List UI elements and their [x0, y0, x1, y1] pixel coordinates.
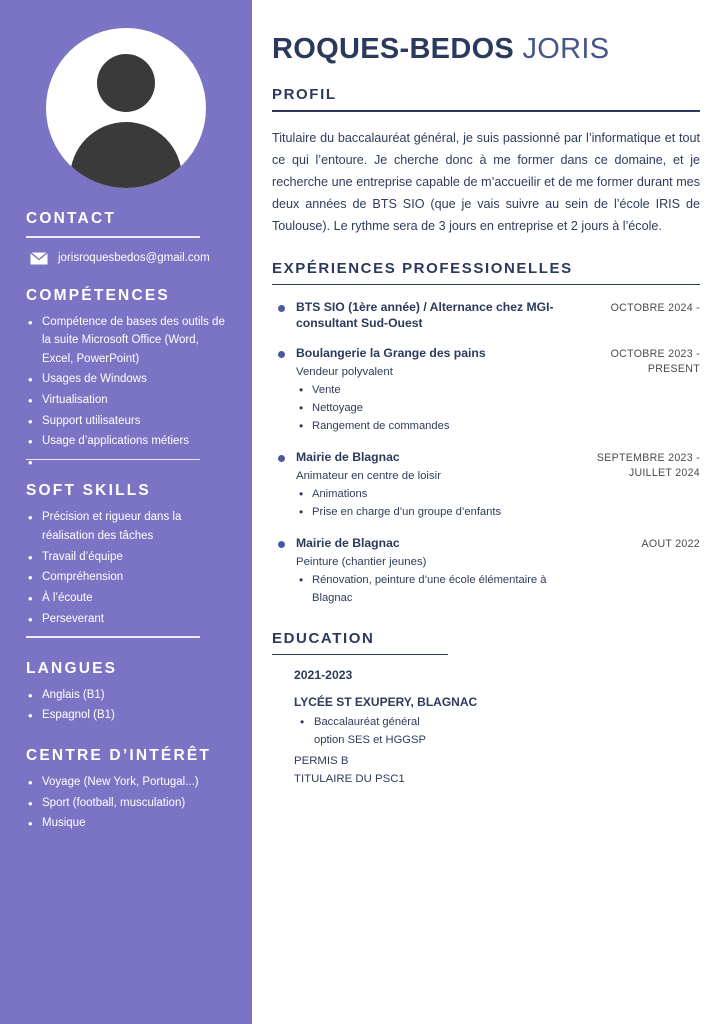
interests-heading: CENTRE D’INTÉRÊT	[26, 746, 212, 764]
page-title	[272, 34, 700, 64]
list-item: • Usage d’applications métiers	[26, 432, 226, 451]
list-item	[294, 714, 700, 749]
envelope-icon	[30, 252, 48, 265]
contact-heading: CONTACT	[26, 210, 117, 227]
experience-subtitle: Peinture (chantier jeunes)	[296, 555, 427, 568]
skills-rule	[26, 459, 200, 461]
list-item: • Support utilisateurs	[26, 412, 226, 431]
education-list	[294, 714, 700, 749]
experience-date: AOUT 2022	[641, 537, 700, 550]
experience-subtitle: Animateur en centre de loisir	[296, 469, 441, 482]
languages-list	[26, 686, 226, 725]
list-item: • Animations	[296, 486, 582, 504]
name-last: ROQUES-BEDOS	[272, 33, 515, 65]
bullet-dot-icon	[278, 305, 285, 312]
contact-rule	[26, 236, 200, 238]
list-item: • Sport (football, musculation)	[26, 794, 226, 813]
bullet-dot-icon	[278, 351, 285, 358]
soft-skills-heading: SOFT SKILLS	[26, 482, 151, 500]
education-years: 2021-2023	[294, 668, 353, 683]
avatar-body-icon	[70, 122, 182, 188]
avatar-wrapper	[26, 28, 226, 188]
main-content	[252, 0, 724, 1024]
list-item: • À l’écoute	[26, 589, 226, 608]
education-permis: PERMIS B	[294, 755, 349, 768]
experience-body	[296, 449, 582, 522]
experience-list	[272, 299, 700, 608]
experience-item	[272, 449, 700, 522]
education-block	[272, 668, 700, 785]
skills-heading: COMPÉTENCES	[26, 286, 170, 304]
avatar	[46, 28, 206, 188]
experience-title: Mairie de Blagnac	[296, 449, 400, 464]
list-item: • Vente	[296, 382, 582, 400]
list-item: • Virtualisation	[26, 391, 226, 410]
profil-text: Titulaire du baccalauréat général, je suis passionné par l’informatique et tout ce qui l’entoure. Je cherche donc à me former dans ce domaine, et je recherche une entreprise capable de m’accueilir et de me former durant mes deux années de BTS SIO (que je vais suivre au sein de l’école IRIS de Toulouse). Le rythme sera de 3 jours en entreprise et 2 jours à l’école.	[272, 131, 700, 233]
profil-heading: PROFIL	[272, 86, 337, 104]
list-item: • Perseverant	[26, 610, 226, 629]
list-item: • Anglais (B1)	[26, 686, 226, 705]
languages-heading: LANGUES	[26, 659, 118, 677]
name-first: JORIS	[522, 33, 610, 65]
experience-date: OCTOBRE 2024 -	[610, 302, 700, 315]
experience-item	[272, 535, 700, 608]
list-item: • Rénovation, peinture d’une école élémentaire à Blagnac	[296, 572, 582, 608]
experience-body	[296, 299, 582, 331]
interests-list	[26, 773, 226, 833]
list-item: • Musique	[26, 814, 226, 833]
list-item: • Rangement de commandes	[296, 418, 582, 436]
education-rule	[272, 654, 448, 656]
bullet-dot-icon	[278, 541, 285, 548]
education-option: option SES et HGGSP	[314, 733, 426, 746]
experience-rule	[272, 284, 700, 286]
list-item: • Espagnol (B1)	[26, 706, 226, 725]
experience-date: SEPTEMBRE 2023 - JUILLET 2024	[596, 451, 700, 479]
contact-email-text: jorisroquesbedos@gmail.com	[58, 252, 210, 264]
experience-date: OCTOBRE 2023 - PRESENT	[610, 347, 700, 375]
experience-heading: EXPÉRIENCES PROFESSIONELLES	[272, 259, 573, 277]
experience-title: Boulangerie la Grange des pains	[296, 345, 486, 360]
list-item: • Travail d’équipe	[26, 548, 226, 567]
education-diploma: Baccalauréat général	[314, 716, 420, 729]
list-item: • Compréhension	[26, 568, 226, 587]
experience-title: BTS SIO (1ère année) / Alternance chez MGI-consultant Sud-Ouest	[296, 300, 554, 331]
avatar-head-icon	[97, 54, 155, 112]
experience-bullets	[296, 486, 582, 522]
soft-skills-list	[26, 508, 226, 628]
bullet-dot-icon	[278, 455, 285, 462]
experience-subtitle: Vendeur polyvalent	[296, 365, 393, 378]
experience-item	[272, 345, 700, 436]
list-item: • Nettoyage	[296, 400, 582, 418]
experience-title: Mairie de Blagnac	[296, 535, 400, 550]
profil-rule	[272, 110, 700, 112]
education-psc1: TITULAIRE DU PSC1	[294, 773, 405, 786]
experience-bullets	[296, 382, 582, 436]
experience-body	[296, 535, 582, 608]
education-school: LYCÉE ST EXUPERY, BLAGNAC	[294, 695, 478, 710]
soft-skills-rule	[26, 636, 200, 638]
experience-body	[296, 345, 582, 436]
list-item: • Usages de Windows	[26, 370, 226, 389]
skills-list	[26, 313, 226, 451]
experience-bullets	[296, 572, 582, 608]
contact-email-row[interactable]	[30, 252, 226, 265]
list-item: • Précision et rigueur dans la réalisation des tâches	[26, 508, 226, 545]
list-item: • Voyage (New York, Portugal...)	[26, 773, 226, 792]
list-item: • Compétence de bases des outils de la suite Microsoft Office (Word, Excel, PowerPoint)	[26, 313, 226, 369]
sidebar	[0, 0, 252, 1024]
list-item: • Prise en charge d’un groupe d’enfants	[296, 504, 582, 522]
education-heading: EDUCATION	[272, 629, 375, 647]
experience-item	[272, 299, 700, 331]
